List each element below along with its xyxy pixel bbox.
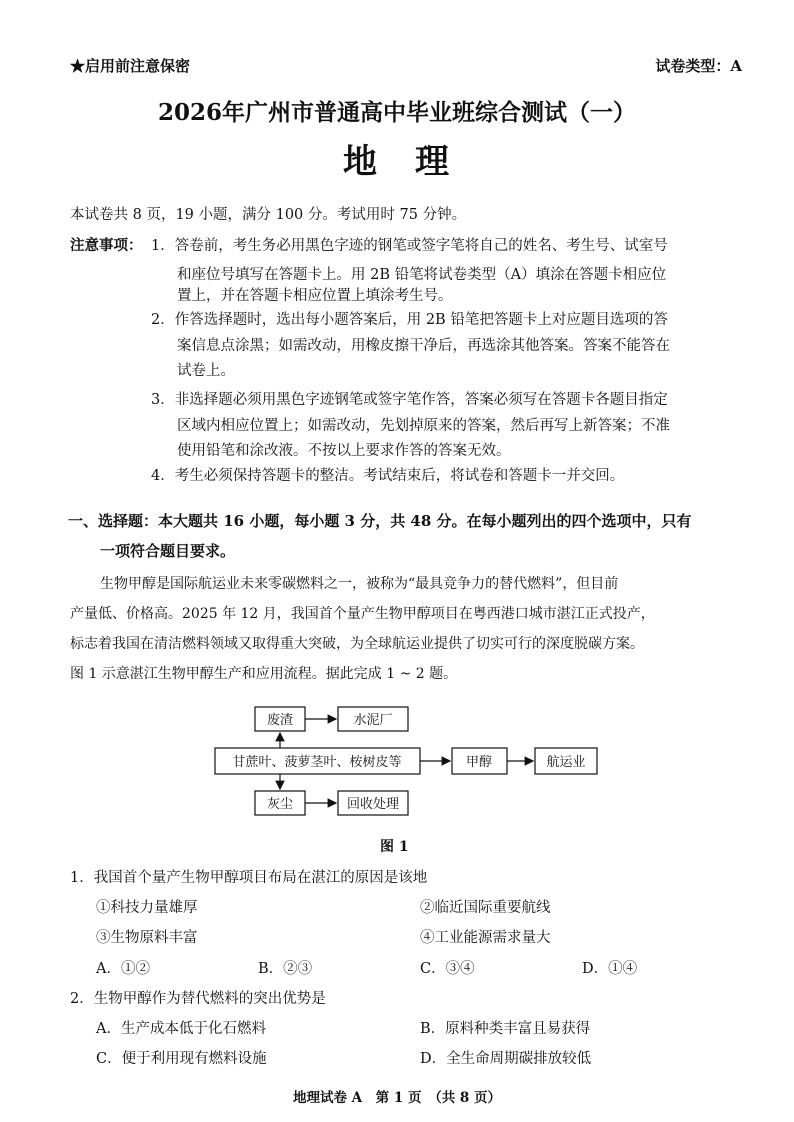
page-footer: 地理试卷 A 第 1 页 （共 8 页） xyxy=(292,1090,501,1106)
confidential-mark: ★启用前注意保密 xyxy=(70,57,191,75)
box-shipping-label: 航运业 xyxy=(546,755,586,770)
box-raw-materials-label: 甘蔗叶、菠萝茎叶、桉树皮等 xyxy=(232,755,402,770)
note-line: 1．答卷前，考生务必用黑色字迹的钢笔或签字笔将自己的姓名、考生号、试室号 xyxy=(151,238,668,254)
q1-option-b: B．②③ xyxy=(258,961,313,977)
section-heading-cont: 一项符合题目要求。 xyxy=(100,542,236,560)
note-line: 2．作答选择题时，选出每小题答案后，用 2B 铅笔把答题卡上对应题目选项的答 xyxy=(151,312,668,328)
note-line: 区域内相应位置上；如需改动，先划掉原来的答案，然后再写上新答案；不准 xyxy=(177,418,670,434)
box-slag-label: 废渣 xyxy=(266,713,294,728)
flow-diagram xyxy=(200,695,620,825)
q1-item: ④工业能源需求量大 xyxy=(420,930,551,946)
box-ash-label: 灰尘 xyxy=(266,797,294,812)
box-cement-label: 水泥厂 xyxy=(353,713,393,728)
q1-option-c: C．③④ xyxy=(420,961,475,977)
q2-option-a: A．生产成本低于化石燃料 xyxy=(96,1021,266,1037)
box-recycle-label: 回收处理 xyxy=(346,797,400,812)
note-line: 案信息点涂黑；如需改动，用橡皮擦干净后，再选涂其他答案。答案不能答在 xyxy=(177,338,670,354)
note-line: 3．非选择题必须用黑色字迹钢笔或签字笔作答，答案必须写在答题卡各题目指定 xyxy=(151,392,668,408)
q1-item: ③生物原料丰富 xyxy=(96,930,198,946)
q2-option-c: C．便于利用现有燃料设施 xyxy=(96,1051,267,1067)
note-line: 和座位号填写在答题卡上。用 2B 铅笔将试卷类型（A）填涂在答题卡相应位 xyxy=(177,267,667,283)
q1-item: ②临近国际重要航线 xyxy=(420,900,551,916)
exam-intro: 本试卷共 8 页，19 小题，满分 100 分。考试用时 75 分钟。 xyxy=(70,207,467,223)
q2-option-b: B．原料种类丰富且易获得 xyxy=(420,1021,591,1037)
question-1-stem: 1．我国首个量产生物甲醇项目布局在湛江的原因是该地 xyxy=(70,870,428,886)
exam-title: 2026年广州市普通高中毕业班综合测试（一） xyxy=(157,99,636,126)
passage-line: 生物甲醇是国际航运业未来零碳燃料之一，被称为“最具竞争力的替代燃料”，但目前 xyxy=(100,576,619,592)
paper-type: 试卷类型：A xyxy=(655,57,742,75)
section-heading: 一、选择题：本大题共 16 小题，每小题 3 分，共 48 分。在每小题列出的四个选项中，只有 xyxy=(68,512,692,530)
subject-title: 地 理 xyxy=(343,142,451,182)
passage-line: 产量低、价格高。2025 年 12 月，我国首个量产生物甲醇项目在粤西港口城市湛江正式投产， xyxy=(70,606,655,622)
question-2-stem: 2．生物甲醇作为替代燃料的突出优势是 xyxy=(70,991,326,1007)
q2-option-d: D．全生命周期碳排放较低 xyxy=(420,1051,592,1067)
passage-line: 图 1 示意湛江生物甲醇生产和应用流程。据此完成 1 ~ 2 题。 xyxy=(70,666,458,682)
note-line: 试卷上。 xyxy=(177,363,235,379)
figure-caption: 图 1 xyxy=(380,839,409,855)
note-line: 使用铅笔和涂改液。不按以上要求作答的答案无效。 xyxy=(177,443,511,459)
q1-item: ①科技力量雄厚 xyxy=(96,900,198,916)
q1-option-d: D．①④ xyxy=(582,961,638,977)
q1-option-a: A．①② xyxy=(96,961,150,977)
box-methanol-label: 甲醇 xyxy=(465,755,493,770)
note-line: 置上，并在答题卡相应位置上填涂考生号。 xyxy=(177,288,453,304)
passage-line: 标志着我国在清洁燃料领域又取得重大突破，为全球航运业提供了切实可行的深度脱碳方案。 xyxy=(70,636,644,652)
note-line: 4．考生必须保持答题卡的整洁。考试结束后，将试卷和答题卡一并交回。 xyxy=(151,468,625,484)
notes-label: 注意事项： xyxy=(70,237,143,254)
